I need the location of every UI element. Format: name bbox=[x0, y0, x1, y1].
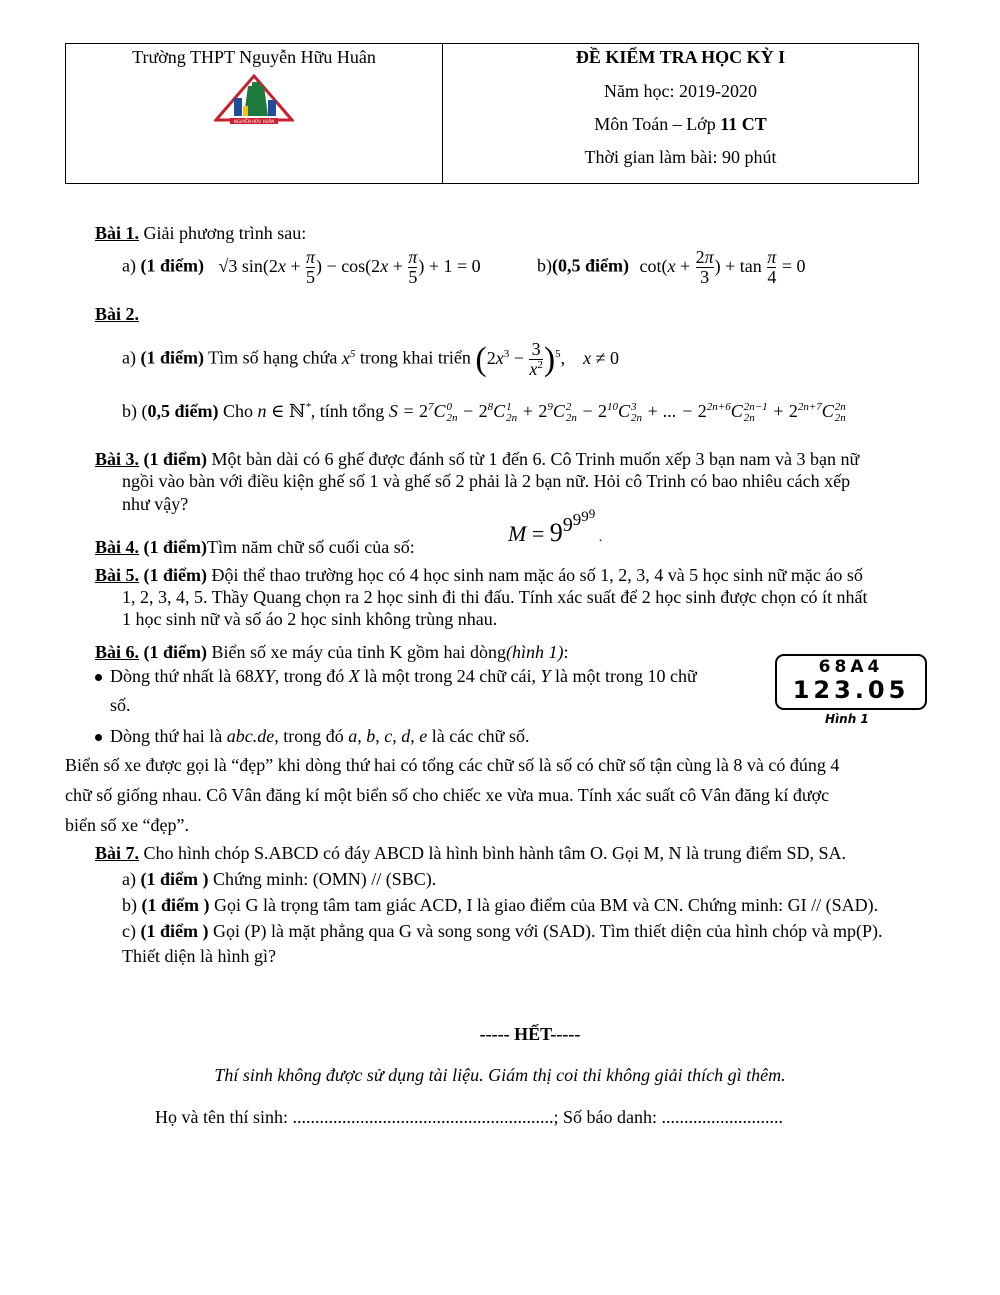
school-logo bbox=[214, 74, 294, 134]
bai6-b2-sep3: , bbox=[392, 726, 402, 746]
bai2-a-text1: Tìm số hạng chứa bbox=[203, 347, 342, 368]
bai7-b-points: (1 điểm ) bbox=[141, 895, 210, 915]
exam-header bbox=[65, 43, 919, 184]
bai6-b1-d: X bbox=[348, 666, 360, 686]
bai7-label: Bài 7. bbox=[95, 843, 140, 863]
bai6-b2-a: Dòng thứ hai là bbox=[110, 726, 227, 746]
bai2-heading bbox=[95, 304, 139, 325]
bai5-points: (1 điểm) bbox=[139, 565, 207, 585]
bai2-label: Bài 2. bbox=[95, 304, 140, 324]
license-plate bbox=[775, 654, 927, 710]
bai3-line1 bbox=[95, 449, 859, 470]
bai7-c-label: c) bbox=[122, 921, 141, 941]
bai4-label: Bài 4. bbox=[95, 537, 140, 557]
plate-line1: 68A4 bbox=[818, 657, 884, 677]
bai6-para1: Biển số xe được gọi là “đẹp” khi dòng thứ hai có tổng các chữ số là số có chữ số tận cùng là 8 và có đúng 4 bbox=[65, 755, 840, 775]
bai2-a-label: a) bbox=[122, 347, 141, 368]
bai6-b1-a: Dòng thứ nhất là 68 bbox=[110, 666, 254, 686]
bai6-b2-g: c bbox=[384, 726, 393, 746]
school-year: Năm học: 2019-2020 bbox=[604, 81, 757, 101]
bai6-b1-f: Y bbox=[540, 666, 551, 686]
bai6-b2-i: e bbox=[419, 726, 428, 746]
bai2-a-text2: trong khai triển bbox=[355, 347, 476, 368]
bai2-part-a bbox=[122, 340, 619, 379]
bai1-a-points: (1 điểm) bbox=[140, 255, 204, 276]
bai7-a-label: a) bbox=[122, 869, 141, 889]
bai7-heading bbox=[95, 843, 846, 864]
bai6-heading bbox=[95, 642, 568, 663]
subject-class: 11 CT bbox=[720, 114, 767, 134]
bai7-c-points: (1 điểm ) bbox=[140, 921, 209, 941]
bai7-b-text: Gọi G là trọng tâm tam giác ACD, I là giao điểm của BM và CN. Chứng minh: GI // (SAD). bbox=[209, 895, 879, 915]
bai4-line bbox=[95, 537, 415, 558]
bai6-b1-e: là một trong 24 chữ cái, bbox=[359, 666, 541, 686]
bai6-label: Bài 6. bbox=[95, 642, 140, 662]
bai1-part-a bbox=[122, 248, 481, 287]
bai2-a-power: $x^5$ bbox=[341, 347, 356, 368]
bai1-text: Giải phương trình sau: bbox=[139, 223, 307, 243]
bai7-part-b bbox=[122, 895, 878, 916]
end-marker: ----- HẾT----- bbox=[479, 1024, 581, 1044]
bai7-part-c bbox=[122, 921, 883, 942]
duration: Thời gian làm bài: 90 phút bbox=[584, 147, 777, 167]
bai3-text1: Một bàn dài có 6 ghế được đánh số từ 1 đến 6. Cô Trinh muốn xếp 3 bạn nam và 3 bạn nữ bbox=[207, 449, 860, 469]
subject-line bbox=[443, 114, 918, 135]
bai6-b1-g: là một trong 10 chữ bbox=[550, 666, 697, 686]
bai6-text: Biển số xe máy của tỉnh K gồm hai dòng bbox=[207, 642, 506, 662]
bai2-part-b bbox=[122, 396, 846, 424]
bai1-b-points: (0,5 điểm) bbox=[552, 255, 629, 276]
plate-line2: 123.05 bbox=[792, 676, 910, 704]
figure-caption: Hình 1 bbox=[825, 712, 869, 726]
bai6-points: (1 điểm) bbox=[139, 642, 207, 662]
bai5-label: Bài 5. bbox=[95, 565, 140, 585]
bai1-b-label: b) bbox=[537, 255, 552, 276]
bullet-icon bbox=[95, 674, 102, 681]
bai3-points: (1 điểm) bbox=[139, 449, 207, 469]
bai2-b-label: b) ( bbox=[122, 401, 148, 421]
bai6-b2-c: , trong đó bbox=[274, 726, 349, 746]
bullet-icon bbox=[95, 734, 102, 741]
bai3-label: Bài 3. bbox=[95, 449, 140, 469]
school-name: Trường THPT Nguyễn Hữu Huân bbox=[132, 47, 376, 67]
bai1-label: Bài 1. bbox=[95, 223, 140, 243]
bai6-para2: chữ số giống nhau. Cô Vân đăng kí một biển số cho chiếc xe vừa mua. Tính xác suất cô Vân đăng kí được bbox=[65, 785, 830, 805]
header-right-cell bbox=[443, 44, 919, 184]
bai1-part-b bbox=[537, 248, 805, 287]
bai2-b-sum: $S = 2^7C$ 0 2n − $2^8C$ 1 2n + $2^9C$ 2 2n − $2^{10}C$ 3 2n + ... − $2^{2n+6}C$ 2n−1 2n + $2^{2n+7}C$ 2n 2n bbox=[388, 400, 846, 424]
bai6-b2-j: là các chữ số. bbox=[427, 726, 530, 746]
bai5-line2: 1, 2, 3, 4, 5. Thầy Quang chọn ra 2 học sinh đi thi đấu. Tính xác suất để 2 học sinh được chọn có ít nhất bbox=[122, 587, 868, 607]
bai6-b2-h: d bbox=[401, 726, 411, 746]
logo-caption: NGUYỄN HỮU HUÂN bbox=[233, 119, 275, 124]
exam-title: ĐỀ KIỂM TRA HỌC KỲ I bbox=[575, 47, 786, 67]
bai5-line3: 1 học sinh nữ và số áo 2 học sinh không trùng nhau. bbox=[122, 609, 498, 629]
bai7-a-text: Chứng minh: (OMN) // (SBC). bbox=[208, 869, 437, 889]
bai6-b2-e: , bbox=[357, 726, 367, 746]
bai2-b-text2: , tính tổng bbox=[310, 401, 389, 421]
bai6-ref: (hình 1) bbox=[505, 642, 564, 662]
bai6-b1-c: , trong đó bbox=[274, 666, 349, 686]
bai1-heading bbox=[95, 223, 306, 244]
bai7-text: Cho hình chóp S.ABCD có đáy ABCD là hình bình hành tâm O. Gọi M, N là trung điểm SD, SA. bbox=[139, 843, 846, 863]
bai6-para3: biển số xe “đẹp”. bbox=[65, 815, 189, 835]
bai7-part-a bbox=[122, 869, 436, 890]
exam-note: Thí sinh không được sử dụng tài liệu. Giám thị coi thi không giải thích gì thêm. bbox=[214, 1065, 786, 1085]
bai7-c-text: Gọi (P) là mặt phẳng qua G và song song với (SAD). Tìm thiết diện của hình chóp và mp(P). bbox=[208, 921, 883, 941]
bai2-b-set: n ∈ ℕ* bbox=[257, 401, 311, 421]
bai2-b-text1: Cho bbox=[218, 401, 258, 421]
bai7-b-label: b) bbox=[122, 895, 142, 915]
bai6-bullet1 bbox=[95, 666, 697, 687]
bai1-a-label: a) bbox=[122, 255, 141, 276]
bai6-b2-f: b bbox=[366, 726, 376, 746]
bai6-bullet1-line2: số. bbox=[110, 695, 131, 715]
bai1-b-equation: cot(x + $\frac{2\pi}{3}$ ) + tan $\frac{\pi}{4}$ = 0 bbox=[639, 247, 806, 287]
bai4-text: Tìm năm chữ số cuối của số: bbox=[207, 537, 415, 557]
candidate-info: Họ và tên thí sinh: ..........................................................; Số báo danh: ........................... bbox=[155, 1107, 783, 1127]
bai6-b2-d: a bbox=[348, 726, 358, 746]
bai6-b1-b: XY bbox=[253, 666, 275, 686]
subject-prefix: Môn Toán – Lớp bbox=[594, 114, 721, 134]
bai3-line3: như vậy? bbox=[122, 494, 189, 514]
bai2-b-points: 0,5 điểm) bbox=[147, 401, 219, 421]
bai2-a-expansion: ($2x^3$ − $\frac{3}{x^2}$ )$^5$, x ≠ 0 bbox=[475, 339, 620, 379]
bai1-a-equation: √3 sin(2x + $\frac{\pi}{5}$ ) − cos(2x + $\frac{\pi}{5}$ ) + 1 = 0 bbox=[218, 247, 481, 287]
bai2-a-points: (1 điểm) bbox=[140, 347, 204, 368]
bai6-bullet2 bbox=[95, 726, 529, 747]
bai6-ref-tail: : bbox=[563, 642, 569, 662]
header-left-cell bbox=[66, 44, 443, 184]
bai6-b2-sep4: , bbox=[410, 726, 420, 746]
bai6-b2-b: abc.de bbox=[226, 726, 275, 746]
bai3-line2: ngồi vào bàn với điều kiện ghế số 1 và ghế số 2 phải là 2 bạn nữ. Hỏi cô Trinh có bao nhiêu cách xếp bbox=[122, 471, 851, 491]
bai7-a-points: (1 điểm ) bbox=[140, 869, 209, 889]
bai4-points: (1 điểm) bbox=[139, 537, 207, 557]
bai6-b2-sep2: , bbox=[375, 726, 385, 746]
bai5-text1: Đội thể thao trường học có 4 học sinh nam mặc áo số 1, 2, 3, 4 và 5 học sinh nữ mặc áo số bbox=[207, 565, 863, 585]
bai7-part-c-line2: Thiết diện là hình gì? bbox=[122, 946, 276, 966]
bai5-line1 bbox=[95, 565, 863, 586]
bai4-number: $M = 99^{999}$ . bbox=[508, 506, 603, 547]
